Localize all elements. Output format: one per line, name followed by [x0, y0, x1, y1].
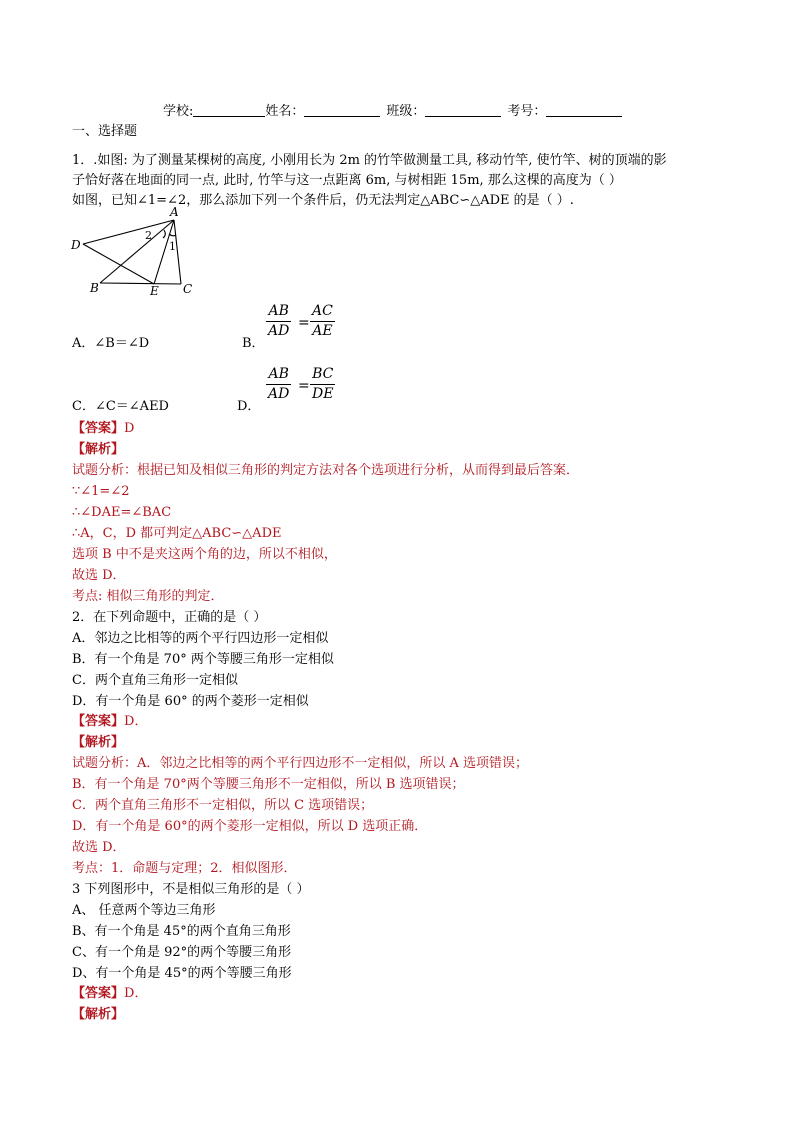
- label-angle-2: 2: [145, 229, 152, 242]
- q3-analysis-tag: 【解析】: [72, 1007, 125, 1022]
- class-label: 班级：: [386, 104, 426, 119]
- q2-stem: 2．在下列命题中，正确的是（ ）: [72, 610, 267, 625]
- q3-stem: 3 下列图形中，不是相似三角形的是（ ）: [72, 882, 310, 897]
- q2-analysis-5: 故选 D．: [72, 840, 126, 855]
- q1-analysis-1: 试题分析：根据已知及相似三角形的判定方法对各个选项进行分析，从而得到最后答案．: [72, 463, 580, 478]
- q2-option-a: A．邻边之比相等的两个平行四边形一定相似: [72, 631, 329, 646]
- q1-analysis-4: ∴A，C，D 都可判定△ABC∽△ADE: [72, 526, 282, 541]
- segment-de: [83, 244, 154, 284]
- segment-bc: [100, 283, 181, 284]
- number-label: 考号：: [507, 104, 547, 119]
- label-c: C: [183, 282, 193, 296]
- q3-option-b: B、有一个角是 45°的两个直角三角形: [72, 924, 291, 939]
- triangle-figure: [66, 204, 206, 296]
- q3-answer: 【答案】D．: [72, 986, 148, 1001]
- name-blank[interactable]: [304, 104, 380, 117]
- name-label: 姓名：: [265, 104, 305, 119]
- q1-analysis-6: 故选 D．: [72, 568, 126, 583]
- q2-option-c: C．两个直角三角形一定相似: [72, 673, 238, 688]
- label-e: E: [150, 284, 159, 296]
- class-blank[interactable]: [425, 104, 501, 117]
- label-angle-1: 1: [169, 240, 176, 253]
- q1-analysis-2: ∵∠1=∠2: [72, 484, 130, 499]
- q1-line1: 1．.如图: 为了测量某棵树的高度, 小刚用长为 2m 的竹竿做测量工具, 移动竹竿, 使竹竿、树的顶端的影: [72, 153, 667, 168]
- q1-analysis-tag: 【解析】: [72, 442, 125, 457]
- q3-option-a: A、 任意两个等边三角形: [72, 903, 216, 918]
- label-b: B: [90, 281, 99, 295]
- school-label: 学校:: [163, 104, 194, 119]
- q1-line2: 子恰好落在地面的同一点, 此时, 竹竿与这一点距离 6m, 与树相距 15m, 那么这棵的高度为（ ）: [72, 173, 622, 188]
- q1-option-d-eq: =: [298, 378, 310, 394]
- q2-answer: 【答案】D．: [72, 714, 148, 729]
- q1-option-b-eq: =: [298, 315, 310, 331]
- angle-2-arc: [163, 230, 165, 238]
- q2-analysis-4: D．有一个角是 60°的两个菱形一定相似，所以 D 选项正确．: [72, 819, 428, 834]
- q2-analysis-6: 考点：1．命题与定理；2．相似图形．: [72, 861, 297, 876]
- q1-option-c: C．∠C＝∠AED: [72, 399, 169, 414]
- q3-option-c: C、有一个角是 92°的两个等腰三角形: [72, 945, 292, 960]
- q1-analysis-5: 选项 B 中不是夹这两个角的边，所以不相似，: [72, 547, 337, 562]
- q1-analysis-3: ∴∠DAE=∠BAC: [72, 505, 172, 520]
- q1-option-b-label: B．: [242, 336, 265, 351]
- angle-1-arc: [169, 234, 176, 236]
- q2-option-d: D．有一个角是 60° 的两个菱形一定相似: [72, 694, 309, 709]
- number-blank[interactable]: [546, 104, 622, 117]
- school-blank[interactable]: [193, 104, 265, 117]
- label-d: D: [71, 238, 81, 252]
- q1-option-d-label: D．: [237, 399, 261, 414]
- q1-option-d-frac1: AB AD: [268, 366, 290, 402]
- q3-option-d: D、有一个角是 45°的两个等腰三角形: [72, 966, 292, 981]
- q1-analysis-7: 考点: 相似三角形的判定．: [72, 589, 224, 604]
- q1-option-a: A．∠B＝∠D: [72, 336, 150, 351]
- q2-analysis-2: B．有一个角是 70°两个等腰三角形不一定相似，所以 B 选项错误；: [72, 777, 465, 792]
- q1-line3: 如图，已知∠1=∠2，那么添加下列一个条件后，仍无法判定△ABC∽△ADE 的是（ ）.: [72, 193, 574, 208]
- exam-header: [163, 100, 622, 119]
- q1-option-b-frac1: AB AD: [268, 303, 290, 339]
- q2-analysis-tag: 【解析】: [72, 735, 125, 750]
- q1-option-b-frac2: AC AE: [312, 303, 333, 339]
- q2-option-b: B．有一个角是 70° 两个等腰三角形一定相似: [72, 652, 334, 667]
- q2-analysis-3: C．两个直角三角形不一定相似，所以 C 选项错误；: [72, 798, 374, 813]
- q2-analysis-1: 试题分析：A．邻边之比相等的两个平行四边形不一定相似，所以 A 选项错误；: [72, 756, 529, 771]
- section-title: 一、选择题: [72, 124, 138, 139]
- q1-answer: 【答案】D: [72, 421, 135, 436]
- q1-option-d-frac2: BC DE: [312, 366, 334, 402]
- label-a: A: [170, 205, 179, 219]
